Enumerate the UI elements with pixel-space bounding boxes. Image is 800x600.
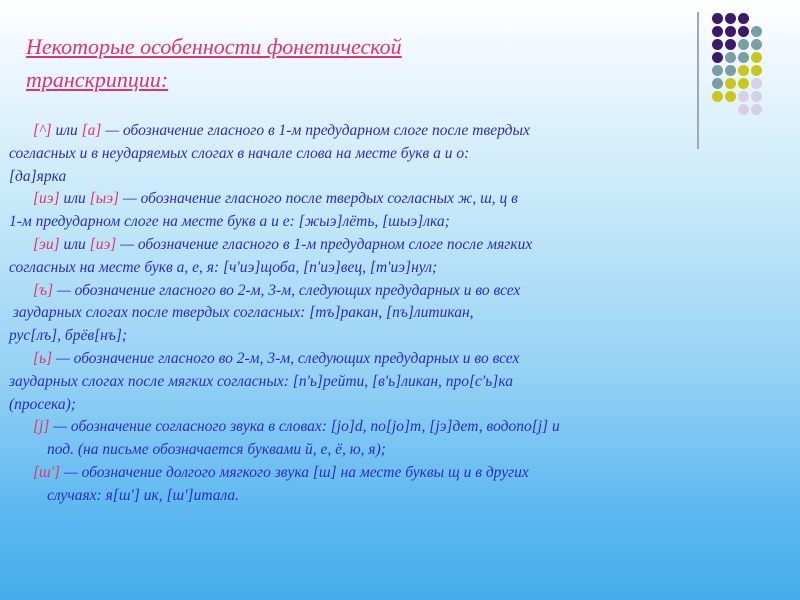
text: или [59, 235, 90, 253]
note-line: заударных слогах после мягких согласных: [п'ь]рейти, [в'ь]ликан, про[с'ь]ка [9, 372, 513, 390]
note-line: согласных на месте букв а, е, я: [ч'иэ]щоба, [п'иэ]вец, [т'иэ]нул; [9, 258, 438, 276]
symbol: [эи] [33, 235, 60, 253]
note-line: 1-м предударном слоге на месте букв а и е: [жыэ]лёть, [шыэ]лка; [9, 213, 450, 231]
note-line: согласных и в неударяемых слогах в начале слова на месте букв а и о: [9, 144, 470, 162]
symbol: [^] [33, 122, 52, 139]
text: или [51, 122, 82, 139]
slide-title [26, 30, 586, 96]
dot [725, 13, 736, 24]
dot [751, 39, 762, 50]
text: — обозначение гласного во 2-м, 3-м, следующих предударных и во всех [52, 349, 520, 367]
note-line: рус[лъ], брёв[нъ]; [9, 327, 128, 345]
symbol: [ыэ] [89, 190, 120, 208]
dot [725, 78, 736, 89]
note-line [9, 462, 769, 485]
text: — обозначение согласного звука в словах: [jo]d, по[jo]т, [jэ]дет, водопо[j] и [49, 418, 560, 436]
dot [738, 26, 749, 37]
transcription-notes [9, 120, 769, 508]
dot [712, 78, 723, 89]
symbol: [иэ] [89, 235, 117, 253]
text: — обозначение гласного после твердых согласных ж, ш, ц в [119, 190, 518, 208]
symbol: [j] [33, 418, 50, 436]
dot [738, 91, 749, 102]
dot [751, 65, 762, 76]
dot [751, 91, 762, 102]
dot [712, 39, 723, 50]
dot [738, 65, 749, 76]
note-line [9, 348, 769, 371]
dot [738, 52, 749, 63]
text: — обозначение гласного в 1-м предударном слоге после твердых [101, 122, 530, 139]
symbol: [ш'] [33, 463, 61, 481]
note-line [9, 120, 769, 143]
dot [738, 39, 749, 50]
symbol: [а] [81, 122, 102, 139]
title-line-2: транскрипции: [26, 67, 169, 92]
title-line-1: Некоторые особенности фонетической [26, 34, 402, 59]
dot [751, 26, 762, 37]
symbol: [иэ] [33, 190, 60, 208]
text: — обозначение гласного во 2-м, 3-м, следующих предударных и во всех [53, 281, 521, 299]
dot [725, 65, 736, 76]
dot [751, 104, 762, 115]
dot [738, 104, 749, 115]
note-line: (просека); [9, 395, 76, 413]
dot [712, 65, 723, 76]
dot [712, 26, 723, 37]
note-line [9, 234, 769, 257]
text: — обозначение долгого мягкого звука [ш] на месте буквы щ и в других [60, 463, 529, 481]
dot [751, 78, 762, 89]
symbol: [ъ] [33, 281, 54, 299]
dot [738, 78, 749, 89]
note-line [9, 188, 769, 211]
dot [712, 91, 723, 102]
text: — обозначение гласного в 1-м предударном слоге после мягких [116, 235, 533, 253]
dot [725, 39, 736, 50]
note-line: [да]ярка [9, 167, 67, 185]
text: или [59, 190, 90, 208]
dot [725, 91, 736, 102]
note-line: под. (на письме обозначается буквами й, е, ё, ю, я); [47, 441, 386, 459]
dot [712, 52, 723, 63]
dot [725, 26, 736, 37]
dot [738, 13, 749, 24]
note-line: заударных слогах после твердых согласных: [тъ]ракан, [пъ]литикан, [9, 304, 474, 322]
note-line: случаях: я[ш'] ик, [ш']итала. [47, 486, 240, 504]
dot [751, 52, 762, 63]
dot [725, 52, 736, 63]
note-line [9, 280, 769, 303]
symbol: [ь] [33, 349, 53, 367]
dot [712, 13, 723, 24]
note-line [9, 416, 769, 439]
